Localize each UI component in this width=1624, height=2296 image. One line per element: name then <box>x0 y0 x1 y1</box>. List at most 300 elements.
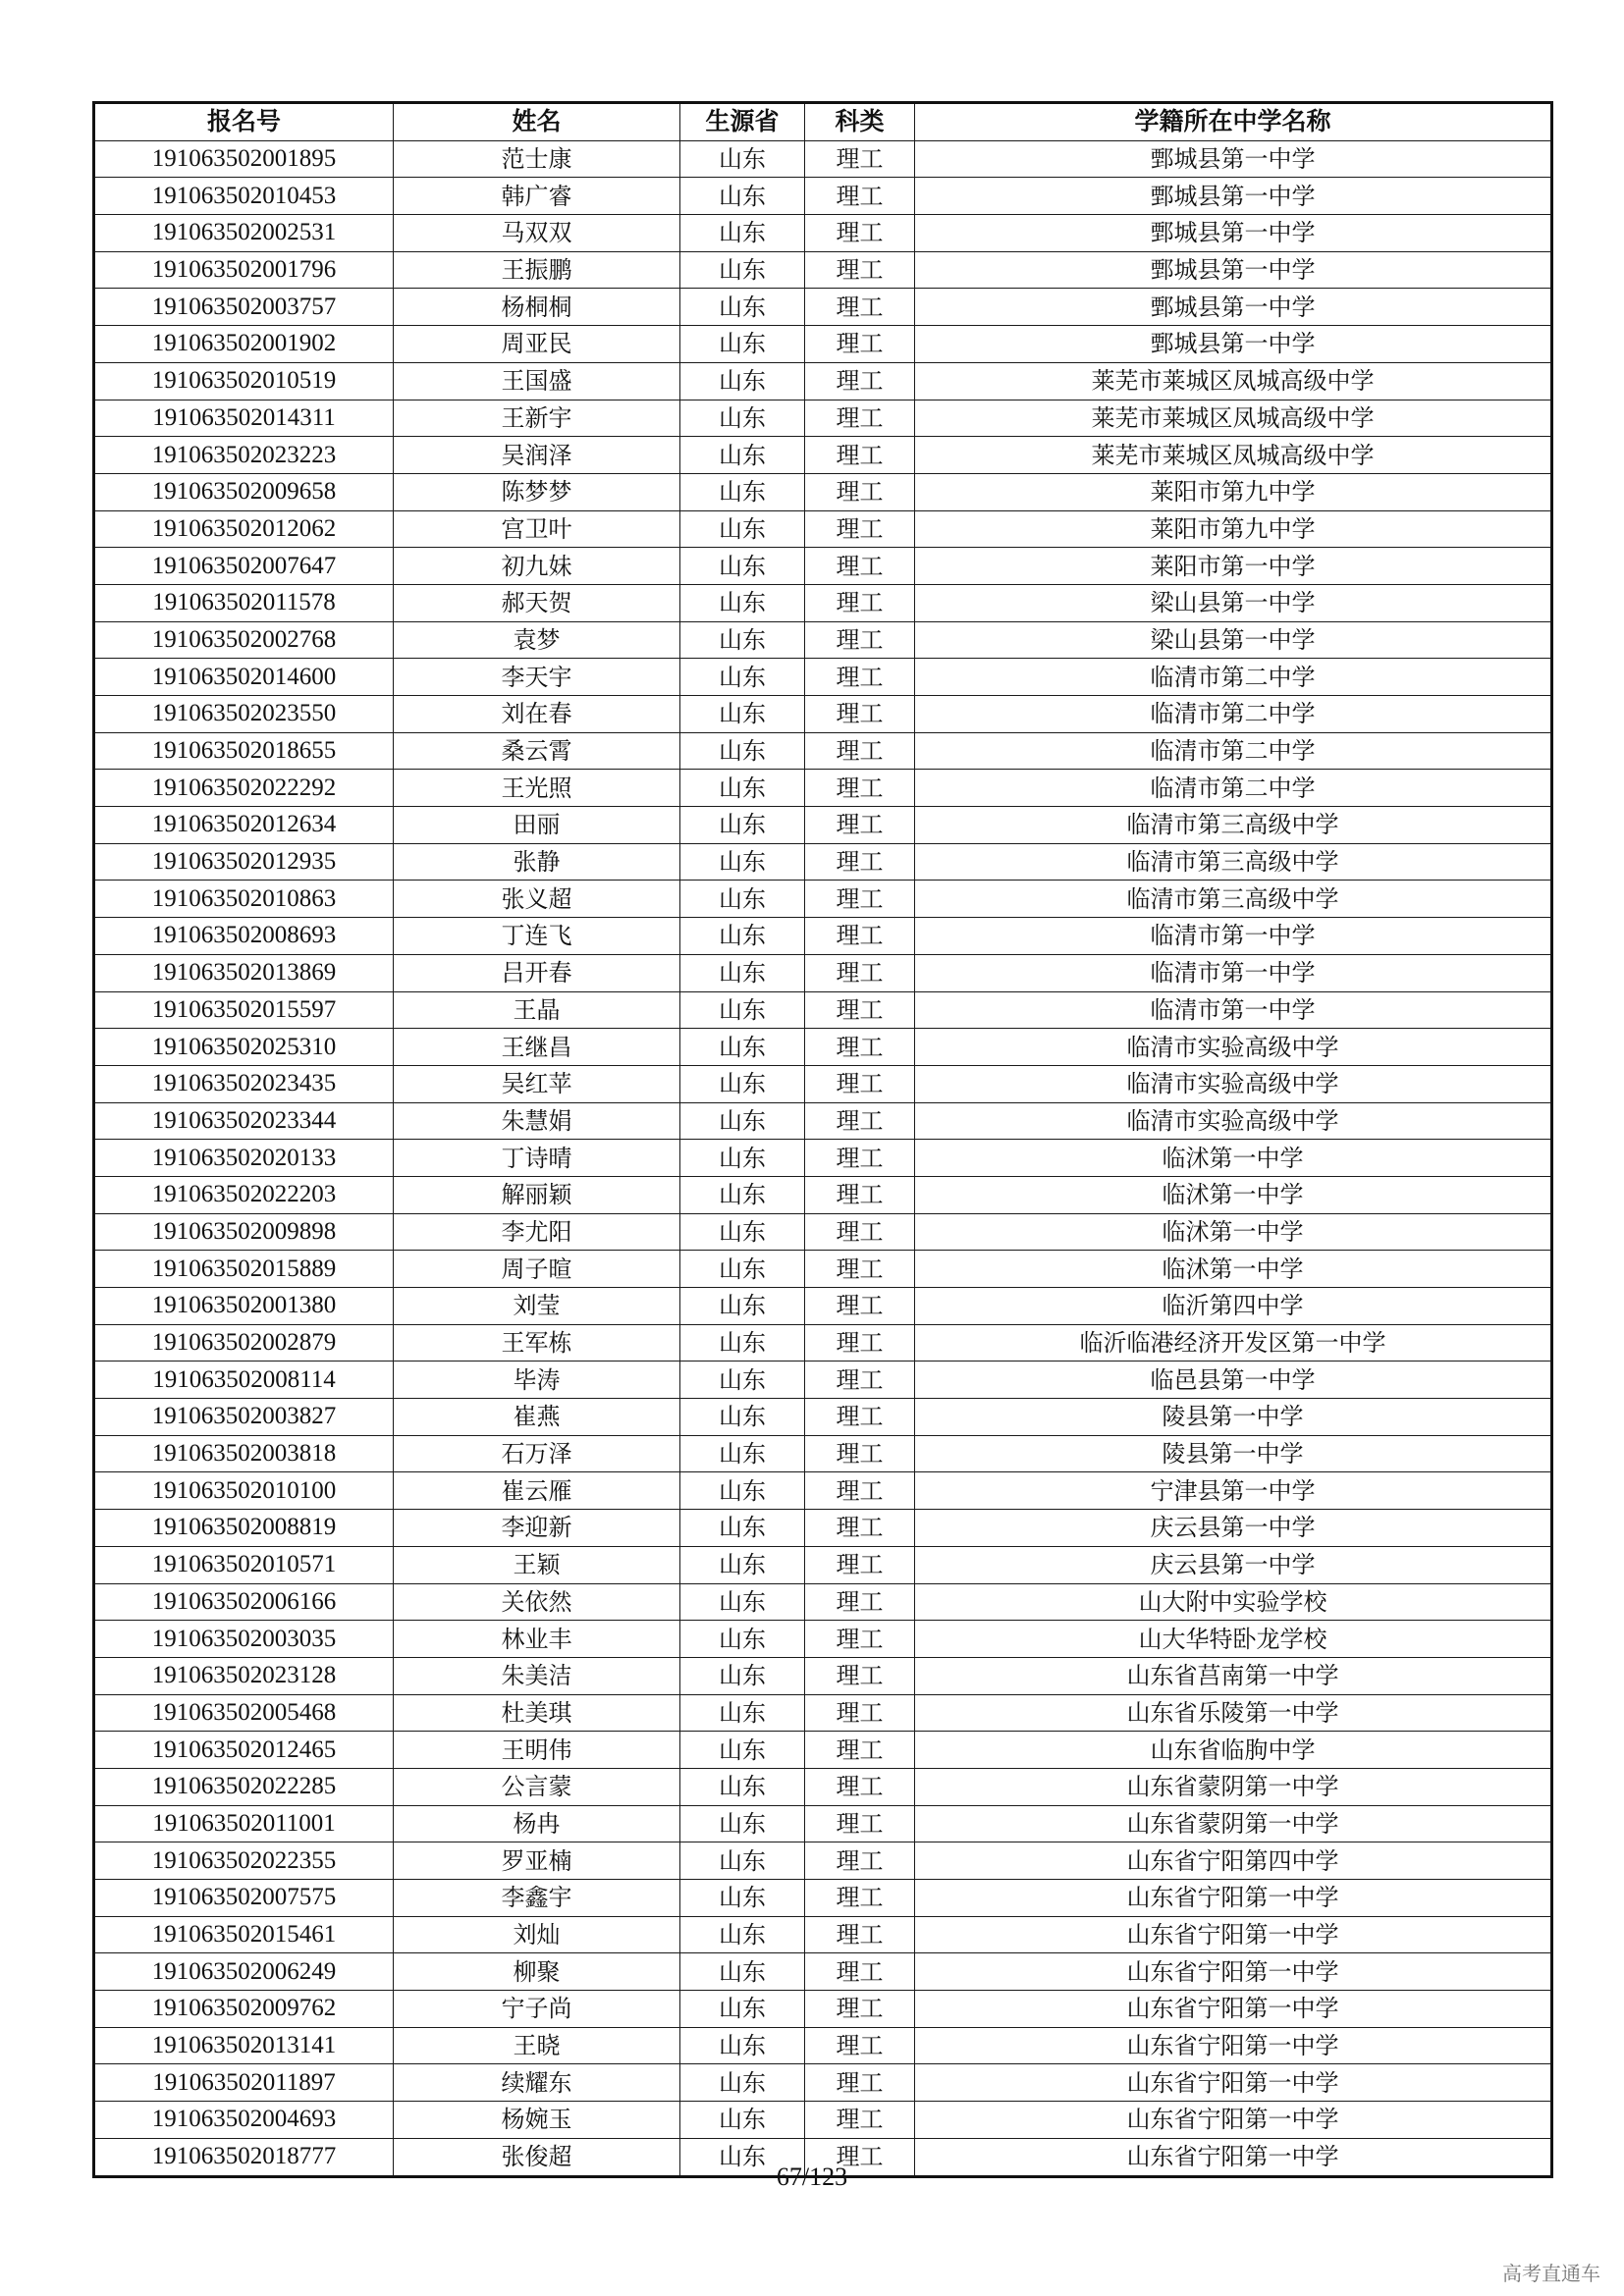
table-row <box>94 2064 1552 2102</box>
cell-category: 理工 <box>805 1732 915 1769</box>
cell-registration-number: 191063502012465 <box>94 1732 394 1769</box>
cell-category: 理工 <box>805 1953 915 1991</box>
cell-school: 山东省宁阳第一中学 <box>915 1880 1552 1917</box>
cell-name: 吕开春 <box>394 954 680 991</box>
cell-name: 田丽 <box>394 807 680 844</box>
table-row <box>94 881 1552 918</box>
cell-province: 山东 <box>680 215 805 252</box>
cell-province: 山东 <box>680 1140 805 1177</box>
cell-province: 山东 <box>680 1435 805 1472</box>
cell-province: 山东 <box>680 843 805 881</box>
cell-school: 临沭第一中学 <box>915 1140 1552 1177</box>
cell-registration-number: 191063502007647 <box>94 548 394 585</box>
cell-registration-number: 191063502022203 <box>94 1176 394 1213</box>
table-row <box>94 843 1552 881</box>
cell-category: 理工 <box>805 918 915 955</box>
cell-province: 山东 <box>680 770 805 807</box>
cell-category: 理工 <box>805 400 915 437</box>
cell-name: 李天宇 <box>394 659 680 696</box>
cell-province: 山东 <box>680 2102 805 2139</box>
table-row <box>94 991 1552 1029</box>
cell-name: 朱美洁 <box>394 1657 680 1694</box>
cell-province: 山东 <box>680 1916 805 1953</box>
table-row <box>94 1288 1552 1325</box>
cell-registration-number: 191063502023435 <box>94 1065 394 1102</box>
cell-name: 张静 <box>394 843 680 881</box>
cell-category: 理工 <box>805 2064 915 2102</box>
cell-province: 山东 <box>680 881 805 918</box>
cell-school: 临沂第四中学 <box>915 1288 1552 1325</box>
cell-category: 理工 <box>805 696 915 733</box>
cell-province: 山东 <box>680 326 805 363</box>
table-row <box>94 1399 1552 1436</box>
table-row <box>94 473 1552 510</box>
table-row <box>94 289 1552 326</box>
table-row <box>94 954 1552 991</box>
table-row <box>94 215 1552 252</box>
cell-category: 理工 <box>805 362 915 400</box>
cell-province: 山东 <box>680 1324 805 1362</box>
table-row <box>94 1657 1552 1694</box>
table-row <box>94 621 1552 659</box>
cell-school: 山东省临朐中学 <box>915 1732 1552 1769</box>
table-row <box>94 1546 1552 1583</box>
cell-province: 山东 <box>680 1880 805 1917</box>
cell-province: 山东 <box>680 991 805 1029</box>
cell-province: 山东 <box>680 437 805 474</box>
cell-category: 理工 <box>805 1694 915 1732</box>
cell-province: 山东 <box>680 621 805 659</box>
cell-province: 山东 <box>680 1065 805 1102</box>
cell-province: 山东 <box>680 289 805 326</box>
cell-category: 理工 <box>805 1176 915 1213</box>
cell-province: 山东 <box>680 659 805 696</box>
cell-name: 崔燕 <box>394 1399 680 1436</box>
cell-category: 理工 <box>805 1805 915 1842</box>
cell-name: 王晓 <box>394 2027 680 2064</box>
table-row <box>94 1472 1552 1510</box>
cell-province: 山东 <box>680 1694 805 1732</box>
table-row <box>94 1805 1552 1842</box>
cell-school: 山东省莒南第一中学 <box>915 1657 1552 1694</box>
cell-name: 吴润泽 <box>394 437 680 474</box>
table-row <box>94 807 1552 844</box>
cell-registration-number: 191063502009658 <box>94 473 394 510</box>
cell-school: 临沭第一中学 <box>915 1176 1552 1213</box>
cell-category: 理工 <box>805 881 915 918</box>
cell-registration-number: 191063502008819 <box>94 1510 394 1547</box>
cell-category: 理工 <box>805 1065 915 1102</box>
cell-category: 理工 <box>805 2138 915 2176</box>
cell-province: 山东 <box>680 584 805 621</box>
cell-province: 山东 <box>680 473 805 510</box>
cell-province: 山东 <box>680 2064 805 2102</box>
cell-registration-number: 191063502010571 <box>94 1546 394 1583</box>
cell-name: 朱慧娟 <box>394 1102 680 1140</box>
table-row <box>94 584 1552 621</box>
cell-category: 理工 <box>805 1102 915 1140</box>
table-row <box>94 1065 1552 1102</box>
cell-registration-number: 191063502001895 <box>94 140 394 178</box>
cell-category: 理工 <box>805 2027 915 2064</box>
cell-name: 王光照 <box>394 770 680 807</box>
cell-category: 理工 <box>805 473 915 510</box>
cell-registration-number: 191063502001796 <box>94 251 394 289</box>
cell-province: 山东 <box>680 1399 805 1436</box>
table-row <box>94 1510 1552 1547</box>
cell-name: 刘灿 <box>394 1916 680 1953</box>
cell-school: 梁山县第一中学 <box>915 621 1552 659</box>
cell-school: 鄄城县第一中学 <box>915 140 1552 178</box>
cell-category: 理工 <box>805 1251 915 1288</box>
cell-name: 刘莹 <box>394 1288 680 1325</box>
cell-registration-number: 191063502002768 <box>94 621 394 659</box>
cell-school: 临清市第一中学 <box>915 991 1552 1029</box>
cell-name: 毕涛 <box>394 1362 680 1399</box>
cell-school: 山东省乐陵第一中学 <box>915 1694 1552 1732</box>
cell-name: 王晶 <box>394 991 680 1029</box>
table-row <box>94 1991 1552 2028</box>
cell-category: 理工 <box>805 1583 915 1621</box>
cell-category: 理工 <box>805 954 915 991</box>
cell-category: 理工 <box>805 732 915 770</box>
cell-name: 王新宇 <box>394 400 680 437</box>
cell-category: 理工 <box>805 584 915 621</box>
cell-registration-number: 191063502012062 <box>94 510 394 548</box>
cell-category: 理工 <box>805 1991 915 2028</box>
cell-registration-number: 191063502009898 <box>94 1213 394 1251</box>
cell-school: 山东省蒙阴第一中学 <box>915 1768 1552 1805</box>
table-row <box>94 251 1552 289</box>
cell-province: 山东 <box>680 1029 805 1066</box>
cell-registration-number: 191063502018777 <box>94 2138 394 2176</box>
cell-registration-number: 191063502023223 <box>94 437 394 474</box>
table-row <box>94 1768 1552 1805</box>
table-row <box>94 1621 1552 1658</box>
watermark-text: 高考直通车 <box>1502 2262 1600 2285</box>
cell-school: 庆云县第一中学 <box>915 1546 1552 1583</box>
table-row <box>94 1029 1552 1066</box>
cell-registration-number: 191063502023550 <box>94 696 394 733</box>
cell-school: 山东省宁阳第一中学 <box>915 2064 1552 2102</box>
cell-province: 山东 <box>680 362 805 400</box>
cell-school: 莱阳市第一中学 <box>915 548 1552 585</box>
cell-registration-number: 191063502003827 <box>94 1399 394 1436</box>
cell-school: 莱芜市莱城区凤城高级中学 <box>915 400 1552 437</box>
cell-category: 理工 <box>805 1362 915 1399</box>
cell-school: 山东省宁阳第一中学 <box>915 2027 1552 2064</box>
header-home-province: 生源省 <box>680 103 805 141</box>
cell-province: 山东 <box>680 1768 805 1805</box>
cell-registration-number: 191063502023344 <box>94 1102 394 1140</box>
table-row <box>94 2027 1552 2064</box>
cell-category: 理工 <box>805 510 915 548</box>
table-row <box>94 1251 1552 1288</box>
cell-category: 理工 <box>805 251 915 289</box>
cell-category: 理工 <box>805 215 915 252</box>
cell-province: 山东 <box>680 2138 805 2176</box>
cell-registration-number: 191063502004693 <box>94 2102 394 2139</box>
cell-school: 临清市第一中学 <box>915 918 1552 955</box>
cell-name: 杨冉 <box>394 1805 680 1842</box>
cell-registration-number: 191063502020133 <box>94 1140 394 1177</box>
cell-province: 山东 <box>680 1472 805 1510</box>
header-school-name: 学籍所在中学名称 <box>915 103 1552 141</box>
cell-registration-number: 191063502022285 <box>94 1768 394 1805</box>
cell-province: 山东 <box>680 1621 805 1658</box>
header-subject-category: 科类 <box>805 103 915 141</box>
cell-name: 石万泽 <box>394 1435 680 1472</box>
cell-school: 临清市第二中学 <box>915 696 1552 733</box>
header-row <box>94 103 1552 141</box>
cell-name: 崔云雁 <box>394 1472 680 1510</box>
cell-registration-number: 191063502005468 <box>94 1694 394 1732</box>
cell-school: 陵县第一中学 <box>915 1399 1552 1436</box>
cell-school: 临沭第一中学 <box>915 1213 1552 1251</box>
cell-category: 理工 <box>805 1399 915 1436</box>
cell-province: 山东 <box>680 548 805 585</box>
cell-province: 山东 <box>680 1546 805 1583</box>
cell-name: 张义超 <box>394 881 680 918</box>
cell-category: 理工 <box>805 1510 915 1547</box>
cell-school: 鄄城县第一中学 <box>915 326 1552 363</box>
cell-name: 张俊超 <box>394 2138 680 2176</box>
cell-school: 莱芜市莱城区凤城高级中学 <box>915 362 1552 400</box>
cell-province: 山东 <box>680 732 805 770</box>
cell-category: 理工 <box>805 437 915 474</box>
cell-registration-number: 191063502010863 <box>94 881 394 918</box>
cell-registration-number: 191063502008693 <box>94 918 394 955</box>
cell-school: 莱阳市第九中学 <box>915 510 1552 548</box>
cell-province: 山东 <box>680 1953 805 1991</box>
cell-name: 陈梦梦 <box>394 473 680 510</box>
table-row <box>94 1102 1552 1140</box>
cell-province: 山东 <box>680 1805 805 1842</box>
cell-province: 山东 <box>680 510 805 548</box>
table-row <box>94 1176 1552 1213</box>
cell-school: 临清市第三高级中学 <box>915 807 1552 844</box>
cell-name: 杜美琪 <box>394 1694 680 1732</box>
table-row <box>94 770 1552 807</box>
cell-registration-number: 191063502003757 <box>94 289 394 326</box>
cell-school: 临清市第一中学 <box>915 954 1552 991</box>
cell-name: 林业丰 <box>394 1621 680 1658</box>
cell-registration-number: 191063502014311 <box>94 400 394 437</box>
table-row <box>94 1213 1552 1251</box>
cell-name: 吴红苹 <box>394 1065 680 1102</box>
cell-name: 周子暄 <box>394 1251 680 1288</box>
cell-registration-number: 191063502010453 <box>94 178 394 215</box>
cell-name: 马双双 <box>394 215 680 252</box>
table-row <box>94 918 1552 955</box>
cell-name: 王颖 <box>394 1546 680 1583</box>
cell-school: 山东省宁阳第四中学 <box>915 1842 1552 1880</box>
cell-registration-number: 191063502006249 <box>94 1953 394 1991</box>
cell-name: 宫卫叶 <box>394 510 680 548</box>
cell-registration-number: 191063502011578 <box>94 584 394 621</box>
cell-registration-number: 191063502022292 <box>94 770 394 807</box>
cell-province: 山东 <box>680 1176 805 1213</box>
cell-name: 李尤阳 <box>394 1213 680 1251</box>
cell-province: 山东 <box>680 1251 805 1288</box>
table-row <box>94 659 1552 696</box>
cell-name: 丁诗晴 <box>394 1140 680 1177</box>
cell-category: 理工 <box>805 1324 915 1362</box>
cell-province: 山东 <box>680 1732 805 1769</box>
cell-category: 理工 <box>805 2102 915 2139</box>
cell-registration-number: 191063502015461 <box>94 1916 394 1953</box>
cell-province: 山东 <box>680 400 805 437</box>
cell-category: 理工 <box>805 1140 915 1177</box>
cell-school: 莱阳市第九中学 <box>915 473 1552 510</box>
cell-province: 山东 <box>680 2027 805 2064</box>
cell-school: 鄄城县第一中学 <box>915 215 1552 252</box>
cell-category: 理工 <box>805 1657 915 1694</box>
cell-province: 山东 <box>680 1842 805 1880</box>
cell-province: 山东 <box>680 251 805 289</box>
cell-category: 理工 <box>805 1546 915 1583</box>
table-row <box>94 1140 1552 1177</box>
cell-school: 临清市第二中学 <box>915 732 1552 770</box>
cell-registration-number: 191063502008114 <box>94 1362 394 1399</box>
cell-category: 理工 <box>805 326 915 363</box>
cell-name: 丁连飞 <box>394 918 680 955</box>
cell-registration-number: 191063502013869 <box>94 954 394 991</box>
table-body <box>94 140 1552 2176</box>
cell-registration-number: 191063502023128 <box>94 1657 394 1694</box>
table-header <box>94 103 1552 141</box>
table-row <box>94 400 1552 437</box>
cell-registration-number: 191063502001902 <box>94 326 394 363</box>
cell-school: 山东省宁阳第一中学 <box>915 2138 1552 2176</box>
cell-name: 柳聚 <box>394 1953 680 1991</box>
table-row <box>94 1842 1552 1880</box>
cell-province: 山东 <box>680 1657 805 1694</box>
cell-name: 刘在春 <box>394 696 680 733</box>
cell-school: 临清市第三高级中学 <box>915 843 1552 881</box>
cell-registration-number: 191063502012935 <box>94 843 394 881</box>
cell-name: 罗亚楠 <box>394 1842 680 1880</box>
cell-school: 临清市第二中学 <box>915 659 1552 696</box>
cell-province: 山东 <box>680 696 805 733</box>
cell-category: 理工 <box>805 289 915 326</box>
cell-province: 山东 <box>680 918 805 955</box>
table-row <box>94 1362 1552 1399</box>
cell-province: 山东 <box>680 140 805 178</box>
cell-school: 庆云县第一中学 <box>915 1510 1552 1547</box>
cell-school: 临清市实验高级中学 <box>915 1029 1552 1066</box>
cell-school: 山东省宁阳第一中学 <box>915 1916 1552 1953</box>
cell-category: 理工 <box>805 1842 915 1880</box>
cell-name: 韩广睿 <box>394 178 680 215</box>
cell-school: 山东省宁阳第一中学 <box>915 1991 1552 2028</box>
table-row <box>94 1435 1552 1472</box>
cell-province: 山东 <box>680 1362 805 1399</box>
cell-registration-number: 191063502018655 <box>94 732 394 770</box>
cell-registration-number: 191063502011897 <box>94 2064 394 2102</box>
cell-category: 理工 <box>805 621 915 659</box>
cell-registration-number: 191063502007575 <box>94 1880 394 1917</box>
cell-province: 山东 <box>680 178 805 215</box>
cell-province: 山东 <box>680 1213 805 1251</box>
cell-name: 王国盛 <box>394 362 680 400</box>
cell-school: 陵县第一中学 <box>915 1435 1552 1472</box>
cell-name: 关依然 <box>394 1583 680 1621</box>
cell-school: 山东省宁阳第一中学 <box>915 1953 1552 1991</box>
table-row <box>94 732 1552 770</box>
cell-registration-number: 191063502022355 <box>94 1842 394 1880</box>
cell-school: 莱芜市莱城区凤城高级中学 <box>915 437 1552 474</box>
cell-name: 王振鹏 <box>394 251 680 289</box>
cell-school: 山大华特卧龙学校 <box>915 1621 1552 1658</box>
table-row <box>94 326 1552 363</box>
admission-roster-table <box>92 101 1553 2178</box>
cell-school: 鄄城县第一中学 <box>915 289 1552 326</box>
cell-school: 临沂临港经济开发区第一中学 <box>915 1324 1552 1362</box>
cell-school: 山大附中实验学校 <box>915 1583 1552 1621</box>
cell-school: 临清市实验高级中学 <box>915 1065 1552 1102</box>
cell-category: 理工 <box>805 1880 915 1917</box>
cell-school: 鄄城县第一中学 <box>915 178 1552 215</box>
cell-name: 杨婉玉 <box>394 2102 680 2139</box>
header-name: 姓名 <box>394 103 680 141</box>
cell-province: 山东 <box>680 1288 805 1325</box>
table-row <box>94 1583 1552 1621</box>
cell-school: 临清市第二中学 <box>915 770 1552 807</box>
cell-name: 范士康 <box>394 140 680 178</box>
cell-category: 理工 <box>805 807 915 844</box>
table-row <box>94 2102 1552 2139</box>
cell-name: 王明伟 <box>394 1732 680 1769</box>
cell-category: 理工 <box>805 1621 915 1658</box>
cell-category: 理工 <box>805 991 915 1029</box>
cell-name: 王军栋 <box>394 1324 680 1362</box>
page-number: 67/123 <box>776 2163 848 2191</box>
table-row <box>94 1953 1552 1991</box>
cell-name: 初九妹 <box>394 548 680 585</box>
cell-registration-number: 191063502015597 <box>94 991 394 1029</box>
table-row <box>94 437 1552 474</box>
cell-category: 理工 <box>805 1916 915 1953</box>
cell-school: 山东省宁阳第一中学 <box>915 2102 1552 2139</box>
cell-school: 临清市实验高级中学 <box>915 1102 1552 1140</box>
table-row <box>94 696 1552 733</box>
cell-registration-number: 191063502015889 <box>94 1251 394 1288</box>
cell-registration-number: 191063502011001 <box>94 1805 394 1842</box>
table-row <box>94 140 1552 178</box>
cell-school: 临邑县第一中学 <box>915 1362 1552 1399</box>
cell-registration-number: 191063502009762 <box>94 1991 394 2028</box>
cell-registration-number: 191063502002531 <box>94 215 394 252</box>
table-row <box>94 362 1552 400</box>
cell-name: 杨桐桐 <box>394 289 680 326</box>
cell-school: 山东省蒙阴第一中学 <box>915 1805 1552 1842</box>
cell-registration-number: 191063502014600 <box>94 659 394 696</box>
cell-name: 李鑫宇 <box>394 1880 680 1917</box>
table-row <box>94 1880 1552 1917</box>
table-row <box>94 178 1552 215</box>
cell-category: 理工 <box>805 1768 915 1805</box>
cell-name: 解丽颖 <box>394 1176 680 1213</box>
table-row <box>94 1694 1552 1732</box>
cell-name: 公言蒙 <box>394 1768 680 1805</box>
cell-category: 理工 <box>805 178 915 215</box>
cell-name: 王继昌 <box>394 1029 680 1066</box>
cell-name: 袁梦 <box>394 621 680 659</box>
cell-registration-number: 191063502012634 <box>94 807 394 844</box>
table-row <box>94 1324 1552 1362</box>
cell-name: 续耀东 <box>394 2064 680 2102</box>
